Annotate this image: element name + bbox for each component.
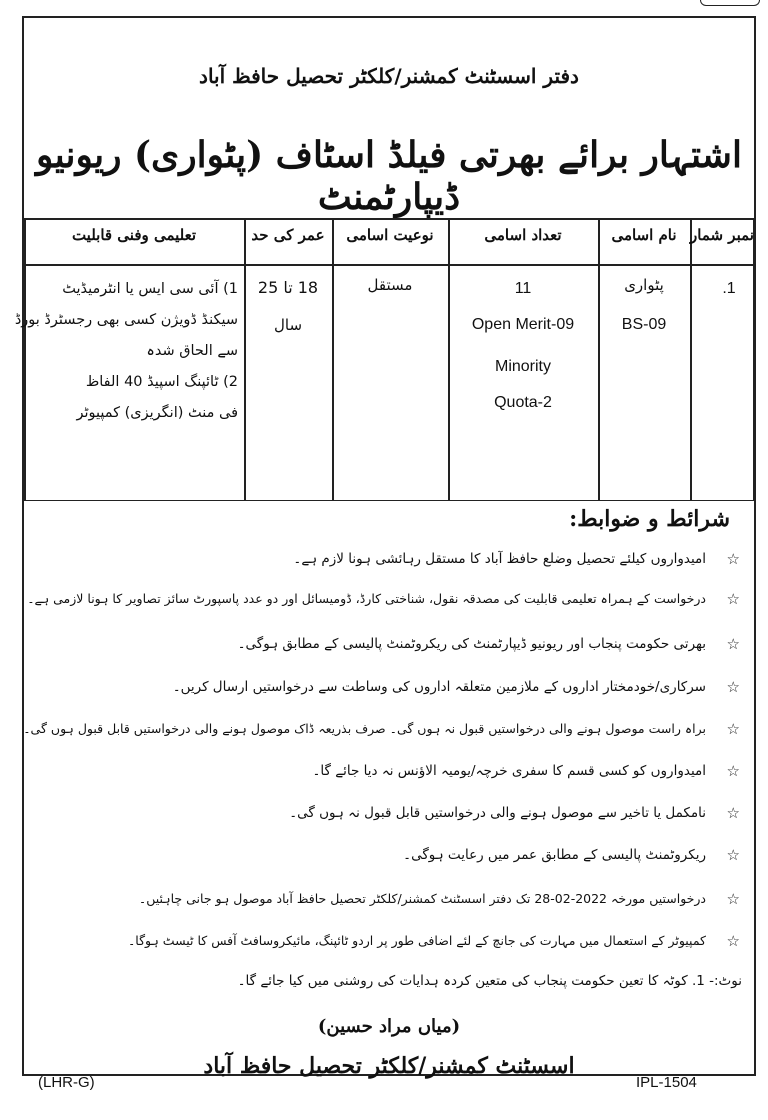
condition-item (24, 548, 754, 580)
star-bullet-icon: ☆ (726, 804, 740, 822)
condition-item (24, 888, 754, 920)
conditions-title: شرائط و ضوابط: (569, 506, 730, 532)
star-bullet-icon: ☆ (726, 762, 740, 780)
publisher-code: (LHR-G) (38, 1074, 95, 1091)
condition-text: براہ راست موصول ہونے والی درخواستیں قبول نہ ہوں گی۔ صرف بذریعہ ڈاک موصول ہونے والی درخواستیں قابل قبول ہوں گی۔ (23, 721, 706, 736)
star-bullet-icon: ☆ (726, 846, 740, 864)
table-border-top (24, 218, 754, 220)
star-bullet-icon: ☆ (726, 678, 740, 696)
row-minority-quota-line2: Quota-2 (494, 394, 552, 411)
star-bullet-icon: ☆ (726, 550, 740, 568)
table-col-line (690, 218, 692, 501)
condition-text: سرکاری/خودمختار اداروں کے ملازمین متعلقہ اداروں کی وساطت سے درخواستیں ارسال کریں۔ (172, 679, 706, 695)
condition-text: ریکروٹمنٹ پالیسی کے مطابق عمر میں رعایت ہوگی۔ (403, 847, 706, 863)
star-bullet-icon: ☆ (726, 932, 740, 950)
star-bullet-icon: ☆ (726, 890, 740, 908)
row-post-scale: BS-09 (621, 316, 667, 333)
row-age-unit: سال (273, 316, 303, 334)
star-bullet-icon: ☆ (726, 635, 740, 653)
ipl-number: IPL-1504 (636, 1074, 697, 1091)
quota-note: نوٹ:- 1. کوٹہ کا تعین حکومت پنجاب کی متعین کردہ ہدایات کی روشنی میں کیا جائے گا۔ (237, 973, 742, 989)
table-col-line (24, 218, 26, 501)
star-bullet-icon: ☆ (726, 720, 740, 738)
frame-corner-decoration (700, 0, 760, 6)
condition-item (24, 802, 754, 834)
row-post-count: 11 (514, 280, 532, 297)
condition-item (24, 930, 754, 962)
advertisement-frame (14, 16, 756, 1079)
condition-item (24, 633, 754, 665)
row-serial: 1. (722, 280, 736, 297)
row-post-name: پٹواری (624, 276, 664, 294)
condition-text: درخواستیں مورخہ 2022-02-28 تک دفتر اسسٹنٹ کمشنر/کلکٹر تحصیل حافظ آباد موصول ہو جانی چاہئیں۔ (138, 891, 706, 906)
table-col-line (753, 218, 755, 501)
condition-item (24, 588, 754, 620)
header-post-nature: نوعیت اسامی (346, 226, 434, 244)
advertisement-headline: اشتہار برائے بھرتی فیلڈ اسٹاف (پٹواری) ریونیو ڈیپارٹمنٹ (36, 134, 742, 218)
header-age-limit: عمر کی حد (251, 226, 325, 244)
table-col-line (332, 218, 334, 501)
condition-text: کمپیوٹر کے استعمال میں مہارت کی جانچ کے لئے اضافی طور پر اردو ٹائپنگ، مائیکروسافٹ آفس کا ٹیسٹ ہوگا۔ (127, 933, 706, 948)
qualification-line: فی منٹ (انگریزی) کمپیوٹر (76, 405, 238, 421)
row-age-range: 18 تا 25 (257, 278, 319, 297)
table-border-bottom (24, 500, 754, 502)
header-qualification: تعلیمی وفنی قابلیت (71, 226, 197, 244)
row-qualification (14, 274, 238, 429)
row-post-nature: مستقل (367, 276, 413, 294)
star-bullet-icon: ☆ (726, 590, 740, 608)
posts-table (14, 218, 754, 501)
condition-text: امیدواروں کو کسی قسم کا سفری خرچہ/یومیہ الاؤنس نہ دیا جائے گا۔ (312, 763, 706, 779)
condition-item (24, 718, 754, 750)
qualification-line: سیکنڈ ڈویژن کسی بھی رجسٹرڈ بورڈ (14, 312, 238, 328)
condition-text: درخواست کے ہمراہ تعلیمی قابلیت کی مصدقہ نقول، شناختی کارڈ، ڈومیسائل اور دو عدد پاسپورٹ سائز تصاویر کا ہونا لازمی ہے۔ (27, 591, 706, 606)
row-open-merit: Open Merit-09 (471, 316, 575, 333)
qualification-line: 1) آئی سی ایس یا انٹرمیڈیٹ (62, 281, 238, 297)
condition-text: بھرتی حکومت پنجاب اور ریونیو ڈیپارٹمنٹ کی ریکروٹمنٹ پالیسی کے مطابق ہوگی۔ (237, 636, 706, 652)
signatory-name: (میاں مراد حسین) (317, 1016, 461, 1037)
condition-item (24, 760, 754, 792)
header-serial: نمبر شمار (690, 226, 754, 244)
condition-text: امیدواروں کیلئے تحصیل وضلع حافظ آباد کا مستقل رہائشی ہونا لازم ہے۔ (293, 551, 706, 567)
row-minority-quota-line1: Minority (494, 358, 551, 375)
qualification-line: سے الحاق شدہ (146, 343, 238, 359)
table-col-line (598, 218, 600, 501)
office-name: دفتر اسسٹنٹ کمشنر/کلکٹر تحصیل حافظ آباد (199, 64, 579, 88)
condition-text: نامکمل یا تاخیر سے موصول ہونے والی درخواستیں قابل قبول نہ ہوں گی۔ (289, 805, 706, 821)
condition-item (24, 676, 754, 708)
header-post-count: تعداد اسامی (484, 226, 562, 244)
condition-item (24, 844, 754, 876)
header-post-name: نام اسامی (611, 226, 677, 244)
table-header-divider (24, 264, 754, 266)
signatory-designation: اسسٹنٹ کمشنر/کلکٹر تحصیل حافظ آباد (203, 1053, 575, 1079)
qualification-line: 2) ٹائپنگ اسپیڈ 40 الفاظ (85, 374, 238, 390)
table-col-line (244, 218, 246, 501)
